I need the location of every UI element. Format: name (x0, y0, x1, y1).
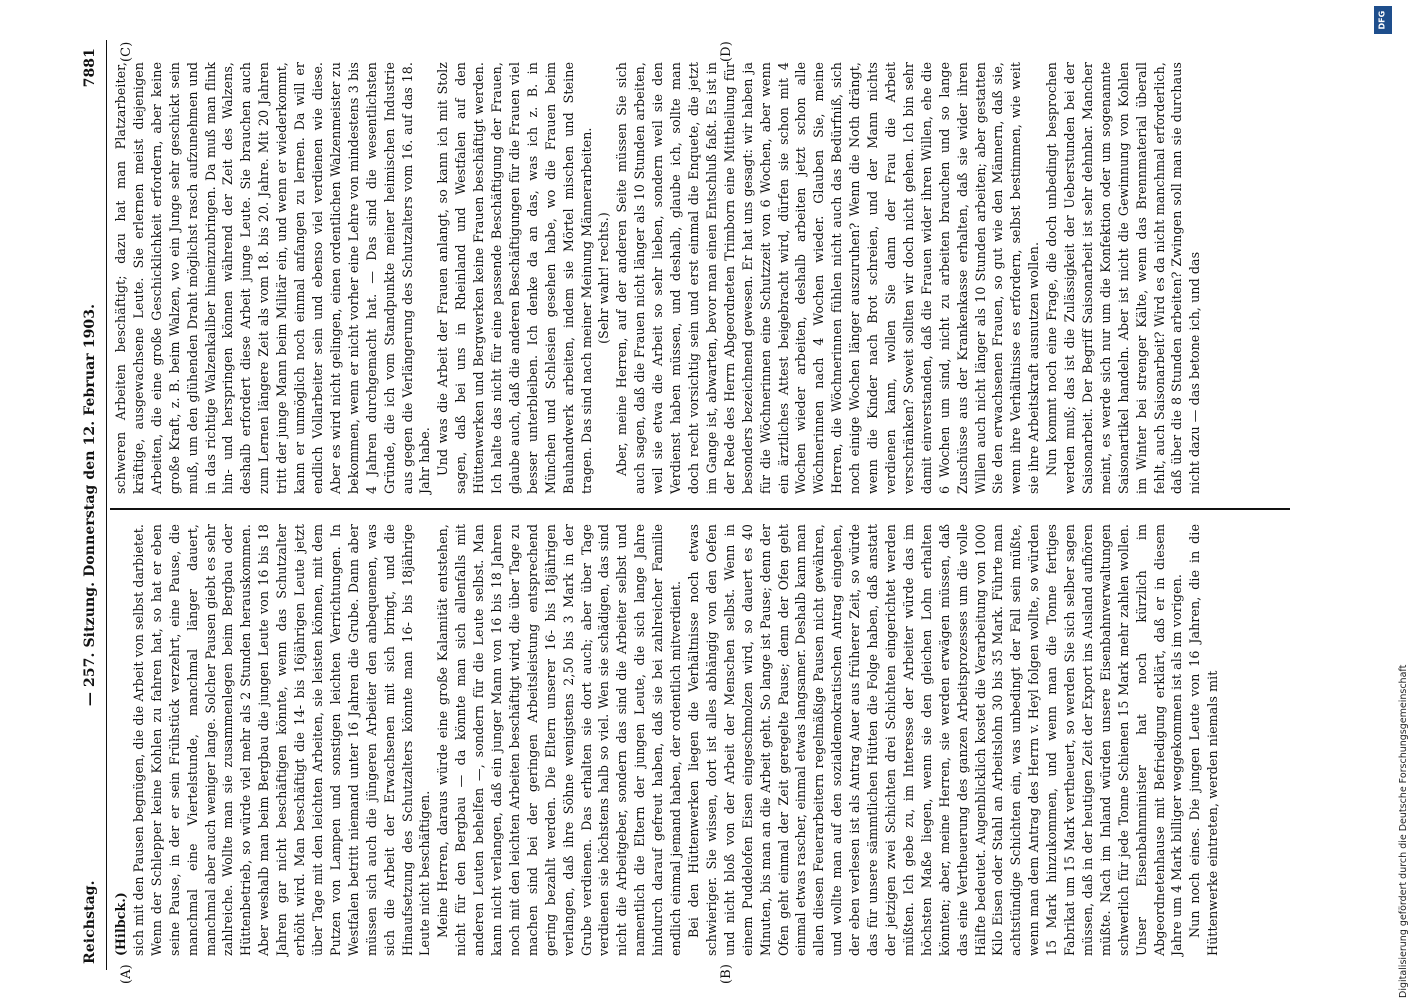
header-center: — 257. Sitzung. Donnerstag den 12. Februar 1903. (82, 303, 98, 707)
paragraph: Meine Herren, daraus würde eine große Kalamität entstehen, nicht für den Bergbau — da könnte man sich allenfalls mit anderen Leuten behelfen —, sondern für die Leute selbst. Man kann nicht verlangen, daß ein junger Mann von 16 bis 18 Jahren noch mit den leichten Arbeiten beschäftigt wird, die über Tage zu machen sind bei der geringen Arbeitsleistung entsprechend gering bezahlt werden. Die Eltern unserer 16- bis 18jährigen verlangen, daß ihre Söhne wenigstens 2,50 bis 3 Mark in der Grube verdienen. Das erhalten sie dort auch; aber über Tage verdienen sie höchstens halb so viel. Wen sie schädigen, das sind nicht die Arbeitgeber, sondern das sind die Arbeiter selbst und namentlich die Eltern der jungen Leute, die sich lange Jahre hindurch darauf gefreut haben, daß sie bei zahlreicher Familie endlich einmal jemand haben, der ordentlich mitverdient. (435, 524, 684, 956)
header-left: Reichstag. (82, 880, 98, 964)
column-divider (110, 509, 1290, 511)
interjection: (Sehr wahr! rechts.) (596, 212, 612, 344)
paragraph: schweren Arbeiten beschäftigt; dazu hat man Platzarbeiter, kräftige, ausgewachsene Leute. Sie erlernen meist diejenigen Arbeiten, die eine große Geschicklichkeit erfordern, aber keine große Kraft, z. B. beim Walzen, wo ein Junge sehr geschickt sein muß, um den glühenden Draht möglichst rasch aufzunehmen und in das richtige Walzenkaliber hineinzubringen. Da muß man flink hin- und herspringen können während der Zeit des Walzens, deshalb erfordert diese Arbeit junge Leute. Sie brauchen auch zum Lernen längere Zeit als vom 18. bis 20. Jahre. Mit 20 Jahren tritt der junge Mann beim Militär ein, und wenn er wiederkommt, kann er unmöglich noch einmal anfangen zu lernen. Da will er endlich Vollarbeiter sein und ebenso viel verdienen wie diese. Aber es wird nicht gelingen, einen ordentlichen Walzenmeister zu bekommen, wenn er nicht vorher eine Lehre von mindestens 3 bis 4 Jahren durchgemacht hat. — Das sind die wesentlichsten Gründe, die ich vom Standpunkte meiner heimischen Industrie aus gegen die Verlängerung des Schutzalters vom 16. auf das 18. Jahr habe. (113, 62, 433, 494)
paragraph: sich mit den Pausen begnügen, die die Arbeit von selbst darbietet. Wenn der Schlepper keine Kohlen zu fahren hat, so hat er eben seine Pause, in der er sein Frühstück verzehrt, eine Pause, die manchmal eine Viertelstunde, manchmal länger dauert, manchmal aber auch weniger lange. Solcher Pausen giebt es sehr zahlreiche. Wollte man sie zusammenlegen beim Bergbau oder Hüttenbetrieb, so würde viel mehr als 2 Stunden herauskommen. Aber weshalb man beim Bergbau die jungen Leute von 16 bis 18 Jahren gar nicht beschäftigen könnte, wenn das Schutzalter erhöht wird. Man beschäftigt die 14- bis 16jährigen Leute jetzt über Tage mit den leichten Arbeiten, sie leisten können, mit dem Putzen von Lampen und sonstigen leichten Verrichtungen. In Westfalen betritt niemand unter 16 Jahren die Grube. Dann aber müssen sich auch die jüngeren Arbeiter den anbequemen, was sich die Arbeit der Erwachsenen mit sich bringt, und die Hinaufsetzung des Schutzalters könnte man 16- bis 18jährige Leute nicht beschäftigen. (130, 524, 433, 956)
paragraph: Bei den Hüttenwerken liegen die Verhältnisse noch etwas schwieriger. Sie wissen, dort ist alles abhängig von den Oefen und nicht bloß von der Arbeit der Menschen selbst. Wenn in einem Puddelofen Eisen eingeschmolzen wird, so dauert es 40 Minuten, bis man an die Arbeit geht. So lange ist Pause; denn der Ofen geht einmal der Zeit geregelte Pause; denn der Ofen geht einmal etwas rascher, einmal etwas langsamer. Deshalb kann man allen diesen Feuerarbeitern regelmäßige Pausen nicht gewähren, und wollte man auf den sozialdemokratischen Antrag eingehen, der eben verlesen ist als Antrag Auer aus früherer Zeit, so würde das für unsere sämmtlichen Hütten die Folge haben, daß anstatt der jetzigen zwei Schichten drei Schichten eingerichtet werden müßten. Ich gebe zu, im Interesse der Arbeiter würde das im höchsten Maße liegen, wenn sie den gleichen Lohn erhalten könnten; aber, meine Herren, sie werden erwägen müssen, daß das eine Vertheuerung des ganzen Arbeitsprozesses um die volle Hälfte bedeutet. Augenblicklich kostet die Verarbeitung von 1000 Kilo Eisen oder Stahl an Arbeitslohn 30 bis 35 Mark. Führte man achtstündige Schichten ein, was unbedingt der Fall sein müßte, wenn man dem Antrag des Herrn v. Heyl folgen wollte, so würden 15 Mark hinzukommen, und wenn man die Tonne fertiges Fabrikat um 15 Mark vertheuert, so werden Sie sich selber sagen müssen, daß in der heutigen Zeit der Export ins Ausland aufhören müßte. Nach im Inland würden unsere Eisenbahnverwaltungen schwerlich für jede Tonne Schienen 15 Mark mehr zahlen wollen. Unser Eisenbahnminister hat noch kürzlich im Abgeordnetenhause mit Befriedigung erklärt, daß er in diesem Jahre um 4 Mark billiger weggekommen ist als im vorigen. (686, 524, 1185, 956)
margin-marker-d: (D) (719, 41, 734, 62)
dfg-logo-text: DFG (1377, 10, 1387, 30)
paragraph: Aber, meine Herren, auf der anderen Seite müssen Sie sich auch sagen, daß die Frauen nicht länger als 10 Stunden arbeiten, weil sie etwa die Arbeit so sehr lieben, sondern weil sie den Verdienst haben müssen, und deshalb, glaube ich, sollte man doch recht vorsichtig sein und erst einmal die Enquete, die jetzt im Gange ist, abwarten, bevor man einen Entschluß faßt. Es ist in der Rede des Herrn Abgeordneten Trimborn eine Mittheilung für besonders bezeichnend gewesen. Er hat uns gesagt: wir haben ja für die Wöchnerinnen eine Schutzzeit von 6 Wochen, aber wenn ein ärztliches Attest beigebracht wird, dürfen sie schon mit 4 Wochen wieder arbeiten, deshalb arbeiten jetzt schon alle Wöchnerinnen nach 4 Wochen wieder. Glauben Sie, meine Herren, die Wöchnerinnen fühlen nicht auch das Bedürfniß, sich noch einige Wochen länger auszuruhen? Wenn die Noth drängt, wenn die Kinder nach Brot schreien, und der Mann nichts verdienen kann, wollen Sie dann der Frau die Arbeit verschränken? Soweit sollten wir doch nicht gehen. Ich bin sehr damit einverstanden, daß die Frauen wider ihren Willen, ehe die 6 Wochen um sind, nicht zu arbeiten brauchen und so lange Zuschüsse aus der Krankenkasse erhalten, daß sie wider ihren Willen auch nicht länger als 10 Stunden arbeiten; aber gestatten Sie den erwachsenen Frauen, so gut wie den Männern, daß sie, wenn ihre Verhältnisse es erfordern, selbst bestimmen, wie weit sie ihre Arbeitskraft ausnutzen wollen. (614, 62, 1042, 494)
paragraph: Nun noch eines. Die jungen Leute von 16 Jahren, die in die Hüttenwerke eintreten, werden niemals mit (1187, 524, 1221, 956)
dfg-logo (1374, 6, 1392, 34)
funding-credit: Digitalisierung gefördert durch die Deutsche Forschungsgemeinschaft (1398, 664, 1409, 998)
print-page (78, 40, 1308, 984)
paragraph: Nun kommt noch eine Frage, die doch unbedingt besprochen werden muß; das ist die Zulässigkeit der Ueberstunden bei der Saisonarbeit. Der Begriff Saisonarbeit ist sehr dehnbar. Mancher meint, es werde sich nur um die Konfektion oder um sogenannte Saisonartikel handeln. Aber ist nicht die Gewinnung von Kohlen im Winter bei strenger Kälte, wenn das Brennmaterial überall fehlt, auch Saisonarbeit? Wird es da nicht manchmal erforderlich, daß über die 8 Stunden arbeiten? Zwingen soll man sie durchaus nicht dazu — das betone ich, und das (1044, 62, 1203, 494)
rotated-print-area (78, 40, 1308, 984)
paragraph: Und was die Arbeit der Frauen anlangt, so kann ich mit Stolz sagen, daß bei uns in Rheinland und Westfalen auf den Hüttenwerken und Bergwerken keine Frauen beschäftigt werden. Ich halte das nicht für eine passende Beschäftigung der Frauen, glaube auch, daß die anderen Beschäftigungen für die Frauen viel besser unterbleiben. Ich denke da an das, was ich z. B. in München und Schlesien gesehen habe, wo die Frauen beim Bauhandwerk arbeiten, indem sie Mörtel mischen und Steine tragen. Das sind nach meiner Meinung Männerarbeiten. (435, 62, 594, 494)
margin-marker-a: (A) (119, 964, 134, 984)
margin-marker-c: (C) (119, 41, 134, 62)
right-column (112, 62, 1292, 494)
speaker-name: (Hilbck.) (113, 892, 128, 956)
page-number: 7881 (82, 48, 98, 88)
margin-marker-b: (B) (719, 964, 734, 984)
left-column (112, 524, 1292, 956)
page-header (78, 40, 107, 970)
credit-strip (1346, 0, 1409, 1000)
